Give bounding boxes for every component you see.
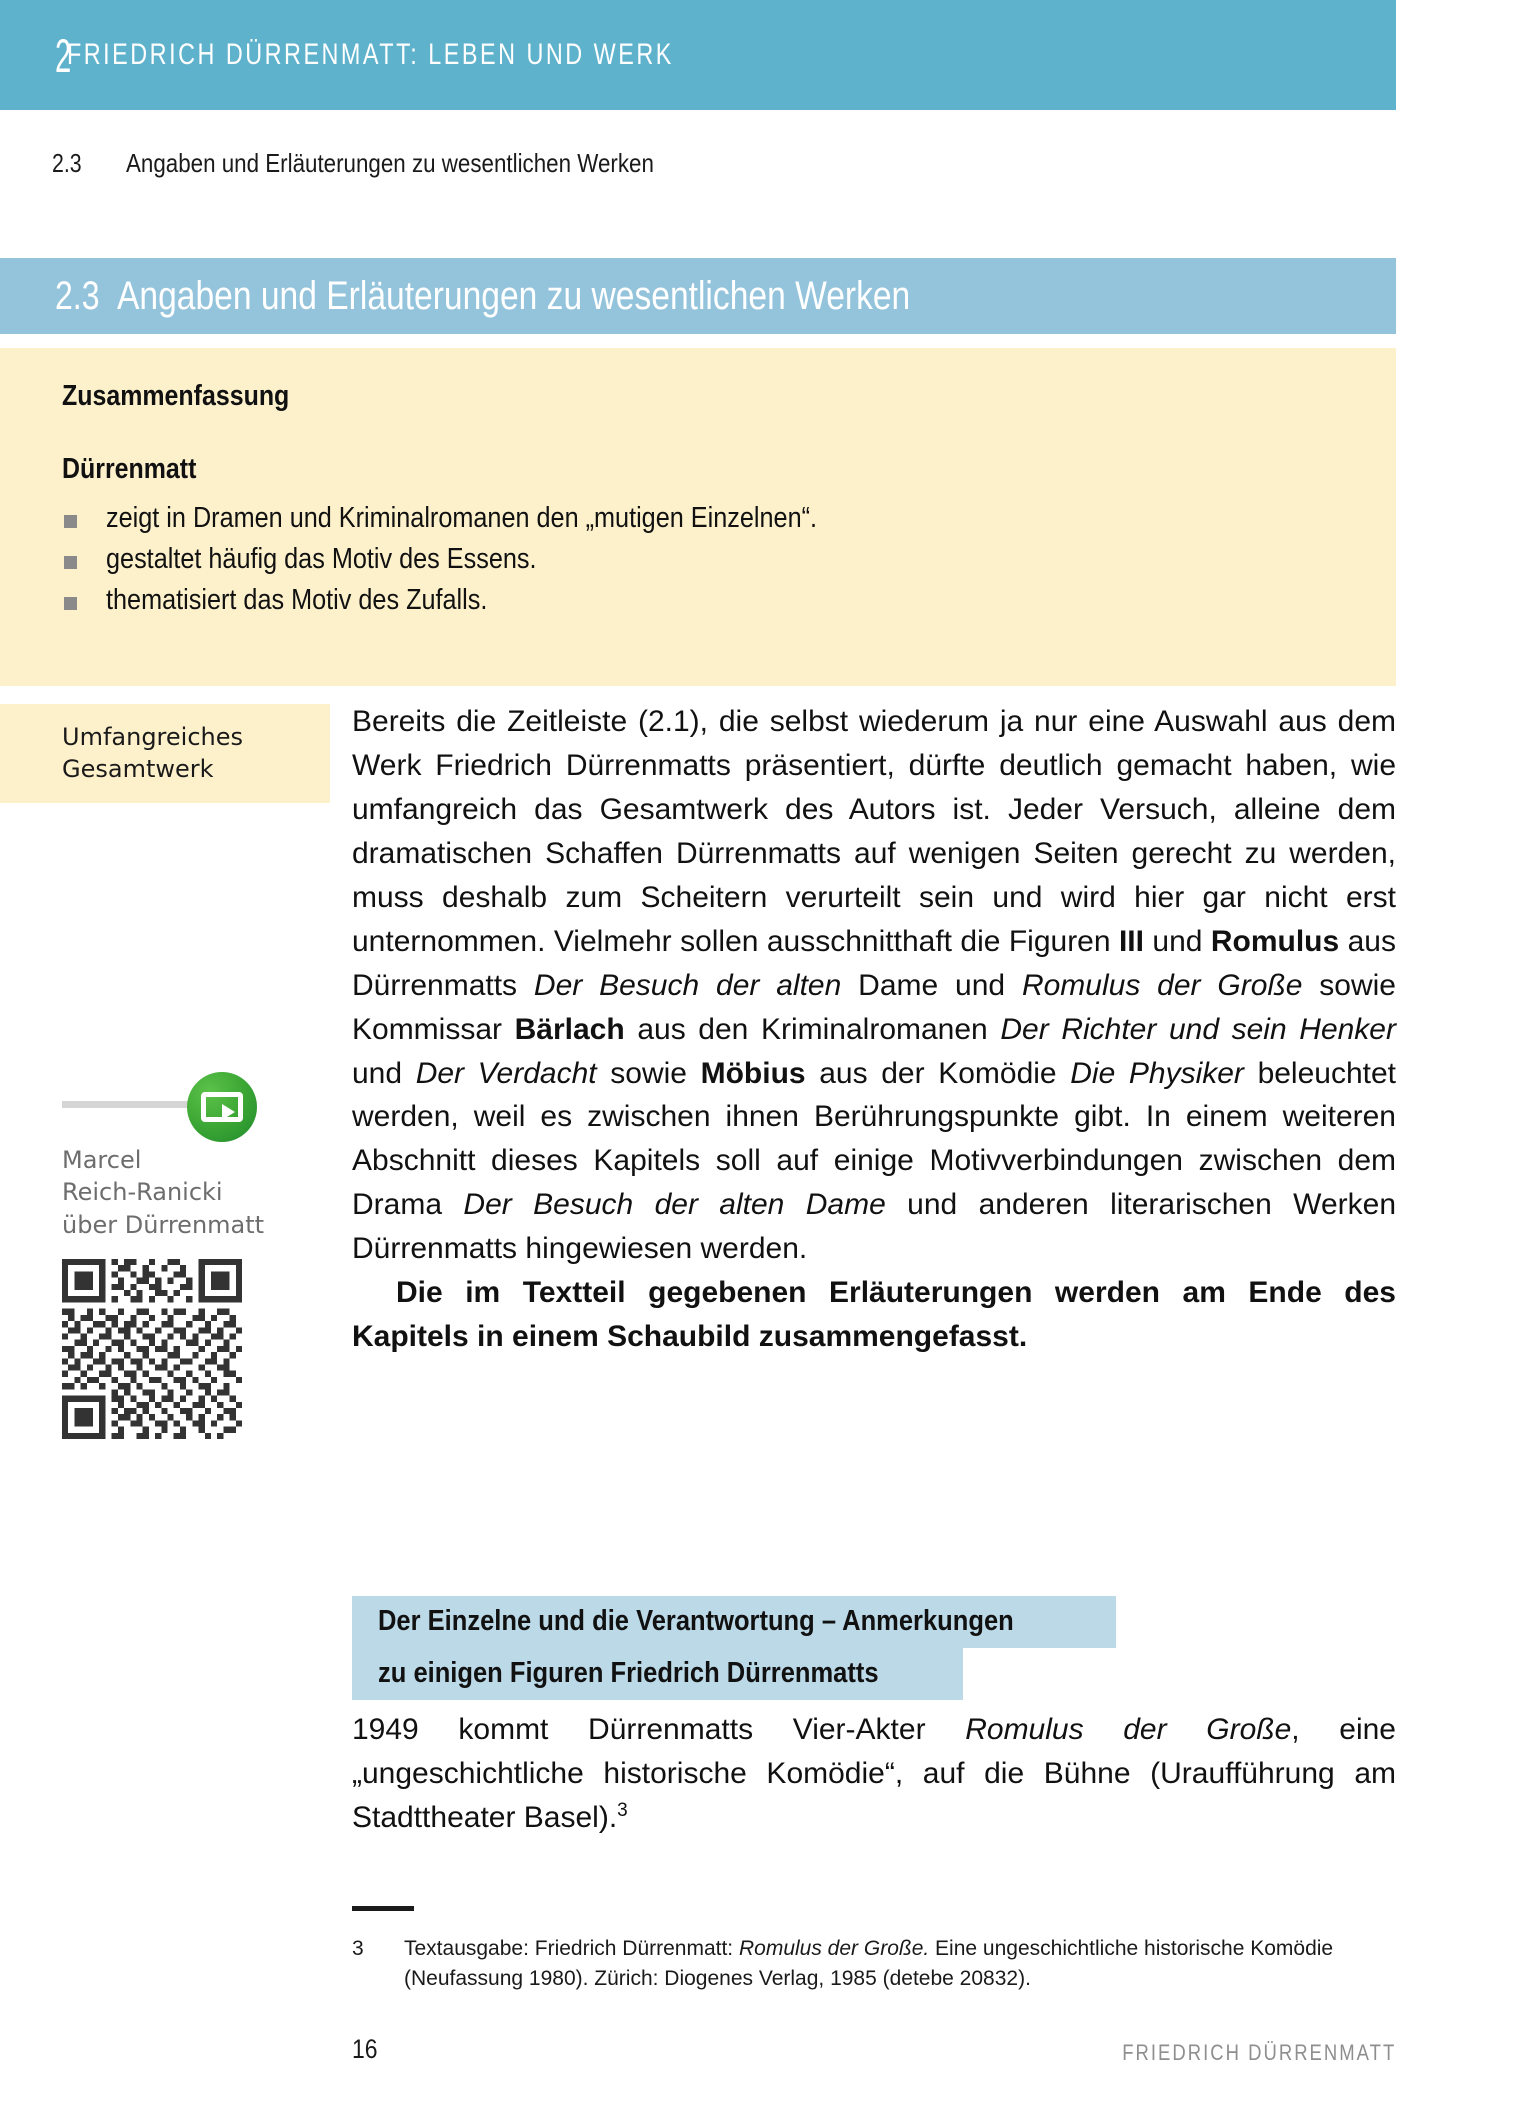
margin-note: [0, 704, 330, 803]
body-p1-seg10: beleuchtet werden, weil es zwischen ihnen Berührungspunkte gibt. In einem weiteren Abschnitt dieses Kapitels soll auf einige Motivverbindungen zwischen dem Drama: [352, 1056, 1397, 1222]
page-footer-book-title: FRIEDRICH DÜRRENMATT: [1121, 2040, 1396, 2065]
summary-item-3: thematisiert das Motiv des Zufalls.: [106, 584, 488, 617]
play-triangle-shape: [222, 1104, 235, 1120]
footnote-italic: Romulus der Große.: [738, 1937, 930, 1960]
running-head: [0, 148, 1396, 179]
chapter-number: 2: [55, 28, 72, 82]
body-p1-seg11: und anderen literarischen Werken Dürrenmatts hingewiesen werden.: [352, 1188, 1397, 1266]
subheading-line-2-text: zu einigen Figuren Friedrich Dürrenmatts: [378, 1656, 879, 1689]
body-italic-romulus-grosse: Romulus der Große: [1021, 968, 1303, 1002]
footnote-number: 3: [352, 1937, 364, 1960]
footnote-seg1: Textausgabe: Friedrich Dürrenmatt:: [404, 1937, 739, 1960]
summary-title: Zusammenfassung: [62, 380, 290, 412]
qr-code[interactable]: [62, 1259, 242, 1439]
subheading-line-2: [352, 1648, 963, 1700]
media-caption-line2: Reich-Ranicki: [62, 1178, 223, 1207]
body-p1-seg4: Dame und: [841, 968, 1022, 1002]
after-head-paragraph: [352, 1708, 1396, 1840]
summary-box: [0, 348, 1396, 686]
body-bold-moebius: Möbius: [700, 1056, 806, 1090]
after-head-seg1: 1949 kommt Dürrenmatts Vier-Akter: [352, 1713, 966, 1746]
body-p1-seg3: aus Dürrenmatts: [352, 924, 1396, 1002]
media-caption: [62, 1144, 332, 1241]
summary-item-1: zeigt in Dramen und Kriminalromanen den „mutigen Einzelnen“.: [106, 502, 818, 534]
body-p1-seg9: aus der Komödie: [805, 1056, 1071, 1090]
subheading-line-1-text: Der Einzelne und die Verantwortung – Anmerkungen: [378, 1605, 1014, 1637]
body-italic-verdacht: Der Verdacht: [415, 1056, 597, 1090]
media-block: [62, 1068, 332, 1444]
chapter-header-bar: [0, 0, 1396, 110]
body-p1-seg6: aus den Kriminalromanen: [624, 1012, 1001, 1046]
running-head-text: Angaben und Erläuterungen zu wesentlichen Werken: [126, 148, 654, 178]
subheading-line-1: [352, 1596, 1116, 1648]
body-p1-seg1: Bereits die Zeitleiste (2.1), die selbst wiederum ja nur eine Auswahl aus dem Werk Friedrich Dürrenmatts präsentiert, dürfte deutlich gemacht haben, wie umfangreich das Gesamtwerk des Autors ist. Jeder Versuch, alleine dem dramatischen Schaffen Dürrenmatts auf wenigen Seiten gerecht zu werden, muss deshalb zum Scheitern verurteilt sein und wird hier gar nicht erst unternommen. Vielmehr sollen ausschnitthaft die Figuren: [352, 705, 1396, 958]
list-item: [62, 498, 1336, 539]
section-heading-banner: [0, 258, 1396, 334]
after-head-italic: Romulus der Große: [965, 1713, 1292, 1746]
media-caption-line1: Marcel: [62, 1146, 142, 1174]
after-head-seg2: , eine „ungeschichtliche historische Komödie“, auf die Bühne (Uraufführung am Stadttheater Basel).: [352, 1713, 1396, 1834]
section-number: 2.3: [55, 273, 100, 318]
body-paragraph-1: [352, 700, 1396, 1271]
summary-item-2: gestaltet häufig das Motiv des Essens.: [106, 543, 537, 576]
summary-list: [62, 498, 1336, 622]
running-head-number: 2.3: [52, 148, 82, 178]
body-p1-seg2: und: [1143, 924, 1211, 958]
body-italic-besuch-dame: Der Besuch der alten Dame: [463, 1188, 886, 1222]
video-play-icon[interactable]: [187, 1072, 257, 1142]
body-p1-seg5: sowie Kommissar: [352, 968, 1396, 1046]
body-bold-baerlach: Bärlach: [514, 1012, 625, 1046]
margin-note-line1: Umfangreiches: [62, 723, 243, 751]
footnote-body: [404, 1934, 1362, 1994]
footnote-seg2: Eine ungeschichtliche historische Komödie (Neufassung 1980). Zürich: Diogenes Verlag, 1985 (detebe 20832).: [404, 1937, 1334, 1990]
margin-note-line2: Gesamtwerk: [62, 754, 214, 783]
footnote-marker[interactable]: 3: [617, 1799, 628, 1821]
list-item: [62, 580, 1336, 621]
body-italic-physiker: Die Physiker: [1070, 1056, 1244, 1090]
body-bold-iii: III: [1118, 924, 1144, 958]
footnote: [352, 1934, 1362, 1994]
summary-subject: Dürrenmatt: [62, 453, 197, 485]
body-italic-besuch: Der Besuch der alten: [533, 968, 842, 1002]
footnote-separator-rule: [352, 1906, 414, 1911]
body-paragraph-2: [352, 1271, 1396, 1359]
chapter-title: FRIEDRICH DÜRRENMATT: LEBEN UND WERK: [67, 38, 674, 71]
video-screen-shape: [201, 1092, 243, 1122]
body-p2-bold: Die im Textteil gegebenen Erläuterungen werden am Ende des Kapitels in einem Schaubild zusammengefasst.: [352, 1276, 1396, 1354]
body-text-column: [352, 700, 1396, 1359]
media-rule: [62, 1068, 332, 1142]
highlighted-subheading: [352, 1596, 1396, 1700]
section-title: Angaben und Erläuterungen zu wesentlichen Werken: [116, 273, 910, 318]
body-p1-seg8: sowie: [596, 1056, 701, 1090]
page-number: 16: [352, 2034, 378, 2064]
list-item: [62, 539, 1336, 580]
post-subheading-paragraph: [352, 1708, 1396, 1840]
body-bold-romulus: Romulus: [1210, 924, 1340, 958]
body-p1-seg7: und: [352, 1056, 416, 1090]
body-italic-richter: Der Richter und sein Henker: [1000, 1012, 1396, 1046]
media-caption-line3: über Dürrenmatt: [62, 1210, 265, 1239]
